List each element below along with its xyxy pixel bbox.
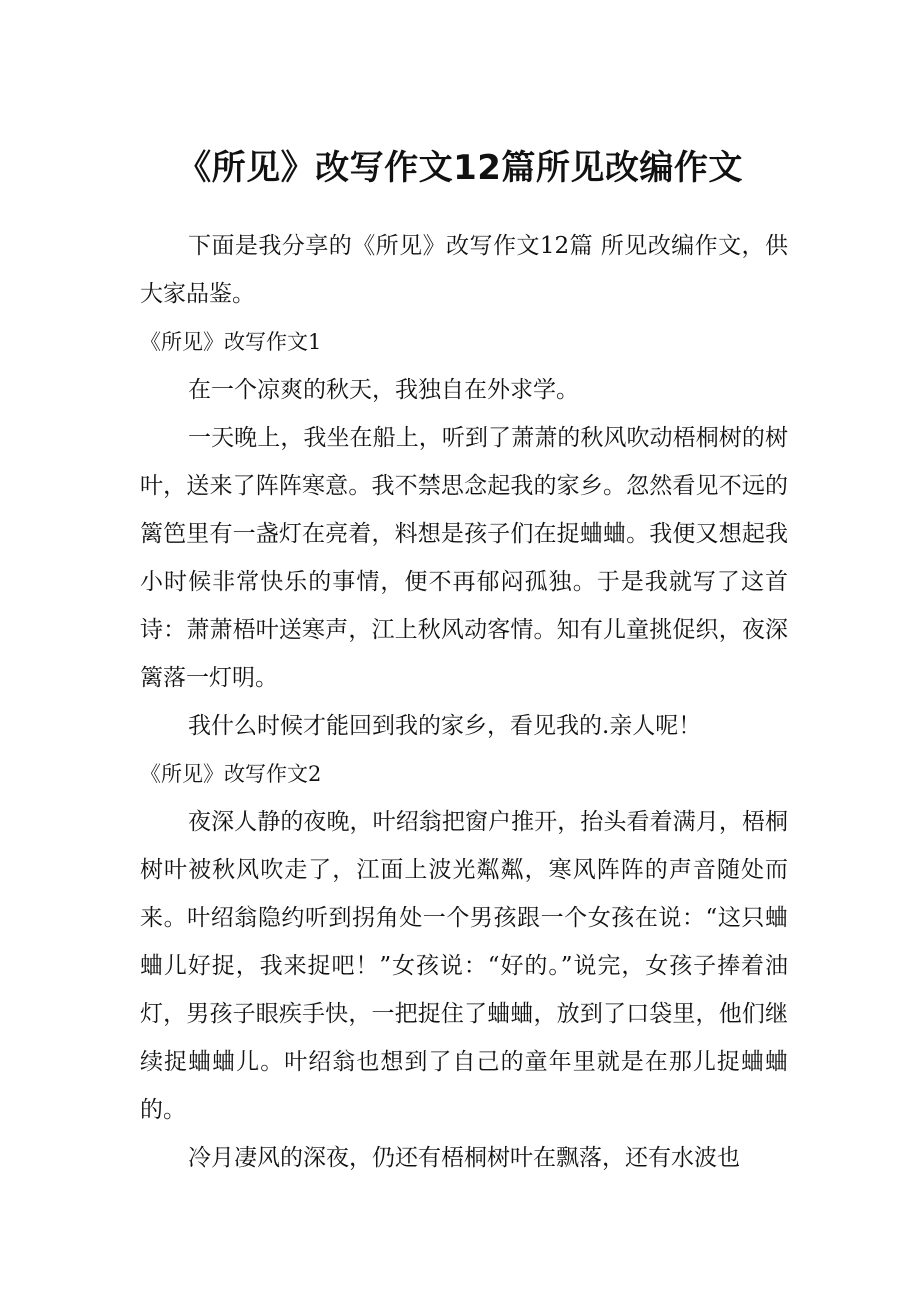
document-body xyxy=(140,222,788,1182)
paragraph: 夜深人静的夜晚，叶绍翁把窗户推开，抬头看着满月，梧桐树叶被秋风吹走了，江面上波光粼粼，寒风阵阵的声音随处而来。叶绍翁隐约听到拐角处一个男孩跟一个女孩在说：“这只蛐蛐儿好捉，我来捉吧！”女孩说：“好的。”说完，女孩子捧着油灯，男孩子眼疾手快，一把捉住了蛐蛐，放到了口袋里，他们继续捉蛐蛐儿。叶绍翁也想到了自己的童年里就是在那儿捉蛐蛐的。 xyxy=(140,809,788,1123)
paragraph: 冷月凄风的深夜，仍还有梧桐树叶在飘落，还有水波也 xyxy=(188,1145,740,1171)
paragraph: 一天晚上，我坐在船上，听到了萧萧的秋风吹动梧桐树的树叶，送来了阵阵寒意。我不禁思念起我的家乡。忽然看见不远的篱笆里有一盏灯在亮着，料想是孩子们在捉蛐蛐。我便又想起我小时候非常快乐的事情，便不再郁闷孤独。于是我就写了这首诗：萧萧梧叶送寒声，江上秋风动客情。知有儿童挑促织，夜深篱落一灯明。 xyxy=(140,425,788,691)
section-heading: 《所见》改写作文2 xyxy=(140,762,322,786)
intro-paragraph: 下面是我分享的《所见》改写作文12篇 所见改编作文，供大家品鉴。 xyxy=(140,233,788,307)
section-heading: 《所见》改写作文1 xyxy=(140,330,322,354)
paragraph: 我什么时候才能回到我的家乡，看见我的.亲人呢！ xyxy=(188,713,702,739)
section-2 xyxy=(140,750,788,1182)
paragraph: 在一个凉爽的秋天，我独自在外求学。 xyxy=(188,377,579,403)
document-title: 《所见》改写作文12篇所见改编作文 xyxy=(177,148,743,188)
section-1 xyxy=(140,318,788,750)
